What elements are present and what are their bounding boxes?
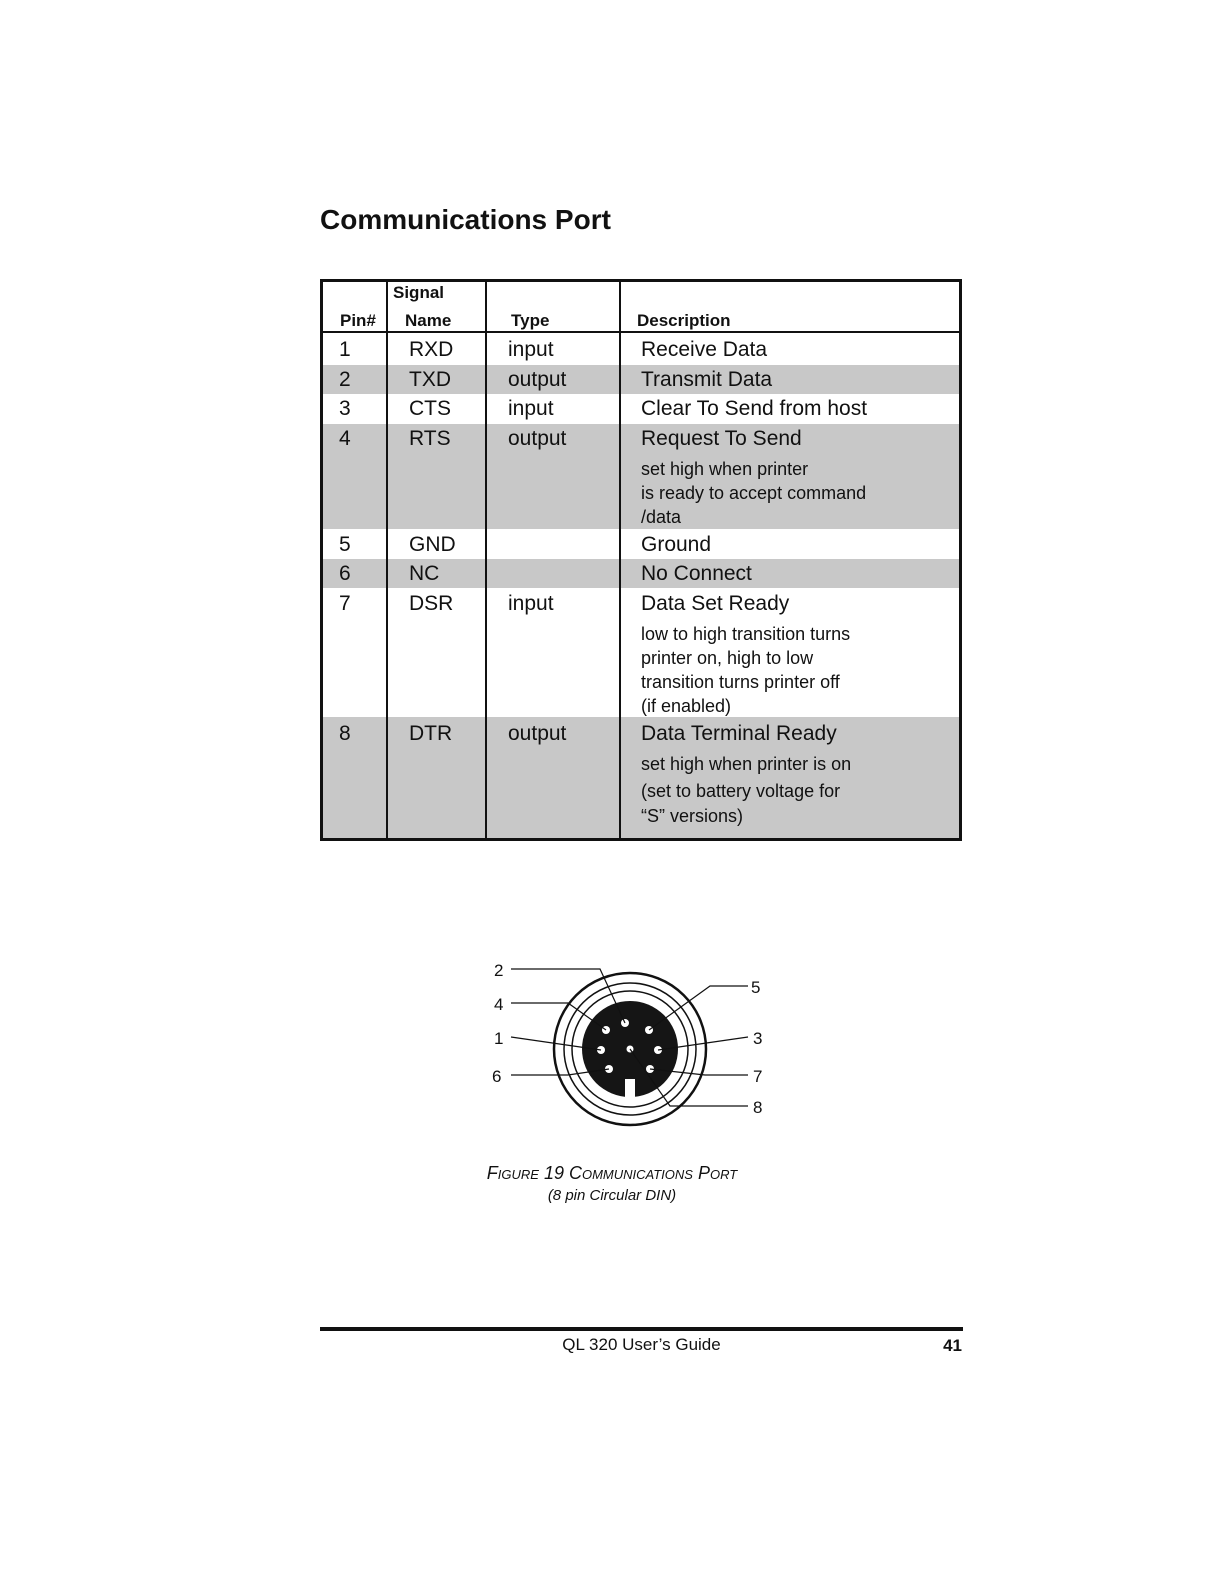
din-connector-diagram (480, 955, 780, 1135)
pin-label-7: 7 (753, 1067, 763, 1086)
pin-number: 5 (339, 533, 351, 556)
signal-name: CTS (409, 397, 451, 420)
header-signal: Signal (393, 283, 445, 302)
pin-number: 7 (339, 592, 351, 615)
figure-subcaption: (8 pin Circular DIN) (547, 1187, 677, 1204)
pin-table (320, 279, 962, 841)
page-number: 41 (943, 1336, 962, 1355)
signal-type: output (508, 427, 567, 450)
signal-name: RTS (409, 427, 451, 450)
signal-description: Data Set Ready (641, 592, 790, 615)
description-note: (if enabled) (641, 696, 732, 716)
pin-number: 1 (339, 338, 351, 361)
signal-type: input (508, 592, 554, 615)
signal-description: Data Terminal Ready (641, 722, 837, 745)
pin-label-6: 6 (492, 1067, 502, 1086)
signal-description: Transmit Data (641, 368, 773, 391)
signal-name: DSR (409, 592, 454, 615)
signal-description: Clear To Send from host (641, 397, 868, 420)
pin-label-1: 1 (494, 1029, 504, 1048)
footer-rule (320, 1327, 963, 1331)
signal-type: input (508, 397, 554, 420)
signal-name: RXD (409, 338, 454, 361)
description-note: (set to battery voltage for (641, 781, 841, 801)
header-divider (323, 331, 959, 333)
figure-caption: Figure 19 Communications Port (486, 1163, 738, 1183)
signal-name: DTR (409, 722, 453, 745)
description-note: low to high transition turns (641, 624, 851, 644)
page-title: Communications Port (320, 204, 611, 235)
pin-number: 3 (339, 397, 351, 420)
pin-label-5: 5 (751, 978, 761, 997)
pin-number: 8 (339, 722, 351, 745)
column-divider (485, 282, 487, 838)
pin-number: 2 (339, 368, 351, 391)
column-divider (386, 282, 388, 838)
signal-name: TXD (409, 368, 451, 391)
pin-number: 4 (339, 427, 351, 450)
pin-label-8: 8 (753, 1098, 763, 1117)
signal-description: Ground (641, 533, 712, 556)
signal-type: input (508, 338, 554, 361)
signal-description: No Connect (641, 562, 752, 585)
pin-number: 6 (339, 562, 351, 585)
signal-name: NC (409, 562, 440, 585)
description-note: set high when printer is on (641, 754, 852, 774)
footer-title: QL 320 User’s Guide (562, 1335, 721, 1354)
pin-label-2: 2 (494, 961, 504, 980)
pin-label-4: 4 (494, 995, 504, 1014)
description-note: /data (641, 507, 682, 527)
description-note: set high when printer (641, 459, 809, 479)
signal-description: Receive Data (641, 338, 768, 361)
description-note: “S” versions) (641, 806, 744, 826)
description-note: transition turns printer off (641, 672, 840, 692)
header-pin: Pin# (340, 311, 376, 330)
description-note: is ready to accept command (641, 483, 867, 503)
column-divider (619, 282, 621, 838)
header-name: Name (405, 311, 452, 330)
signal-description: Request To Send (641, 427, 802, 450)
header-description: Description (637, 311, 731, 330)
connector-key-slot (625, 1079, 635, 1099)
header-type: Type (511, 311, 550, 330)
description-note: printer on, high to low (641, 648, 814, 668)
signal-name: GND (409, 533, 456, 556)
signal-type: output (508, 722, 567, 745)
signal-type: output (508, 368, 567, 391)
pin-label-3: 3 (753, 1029, 763, 1048)
